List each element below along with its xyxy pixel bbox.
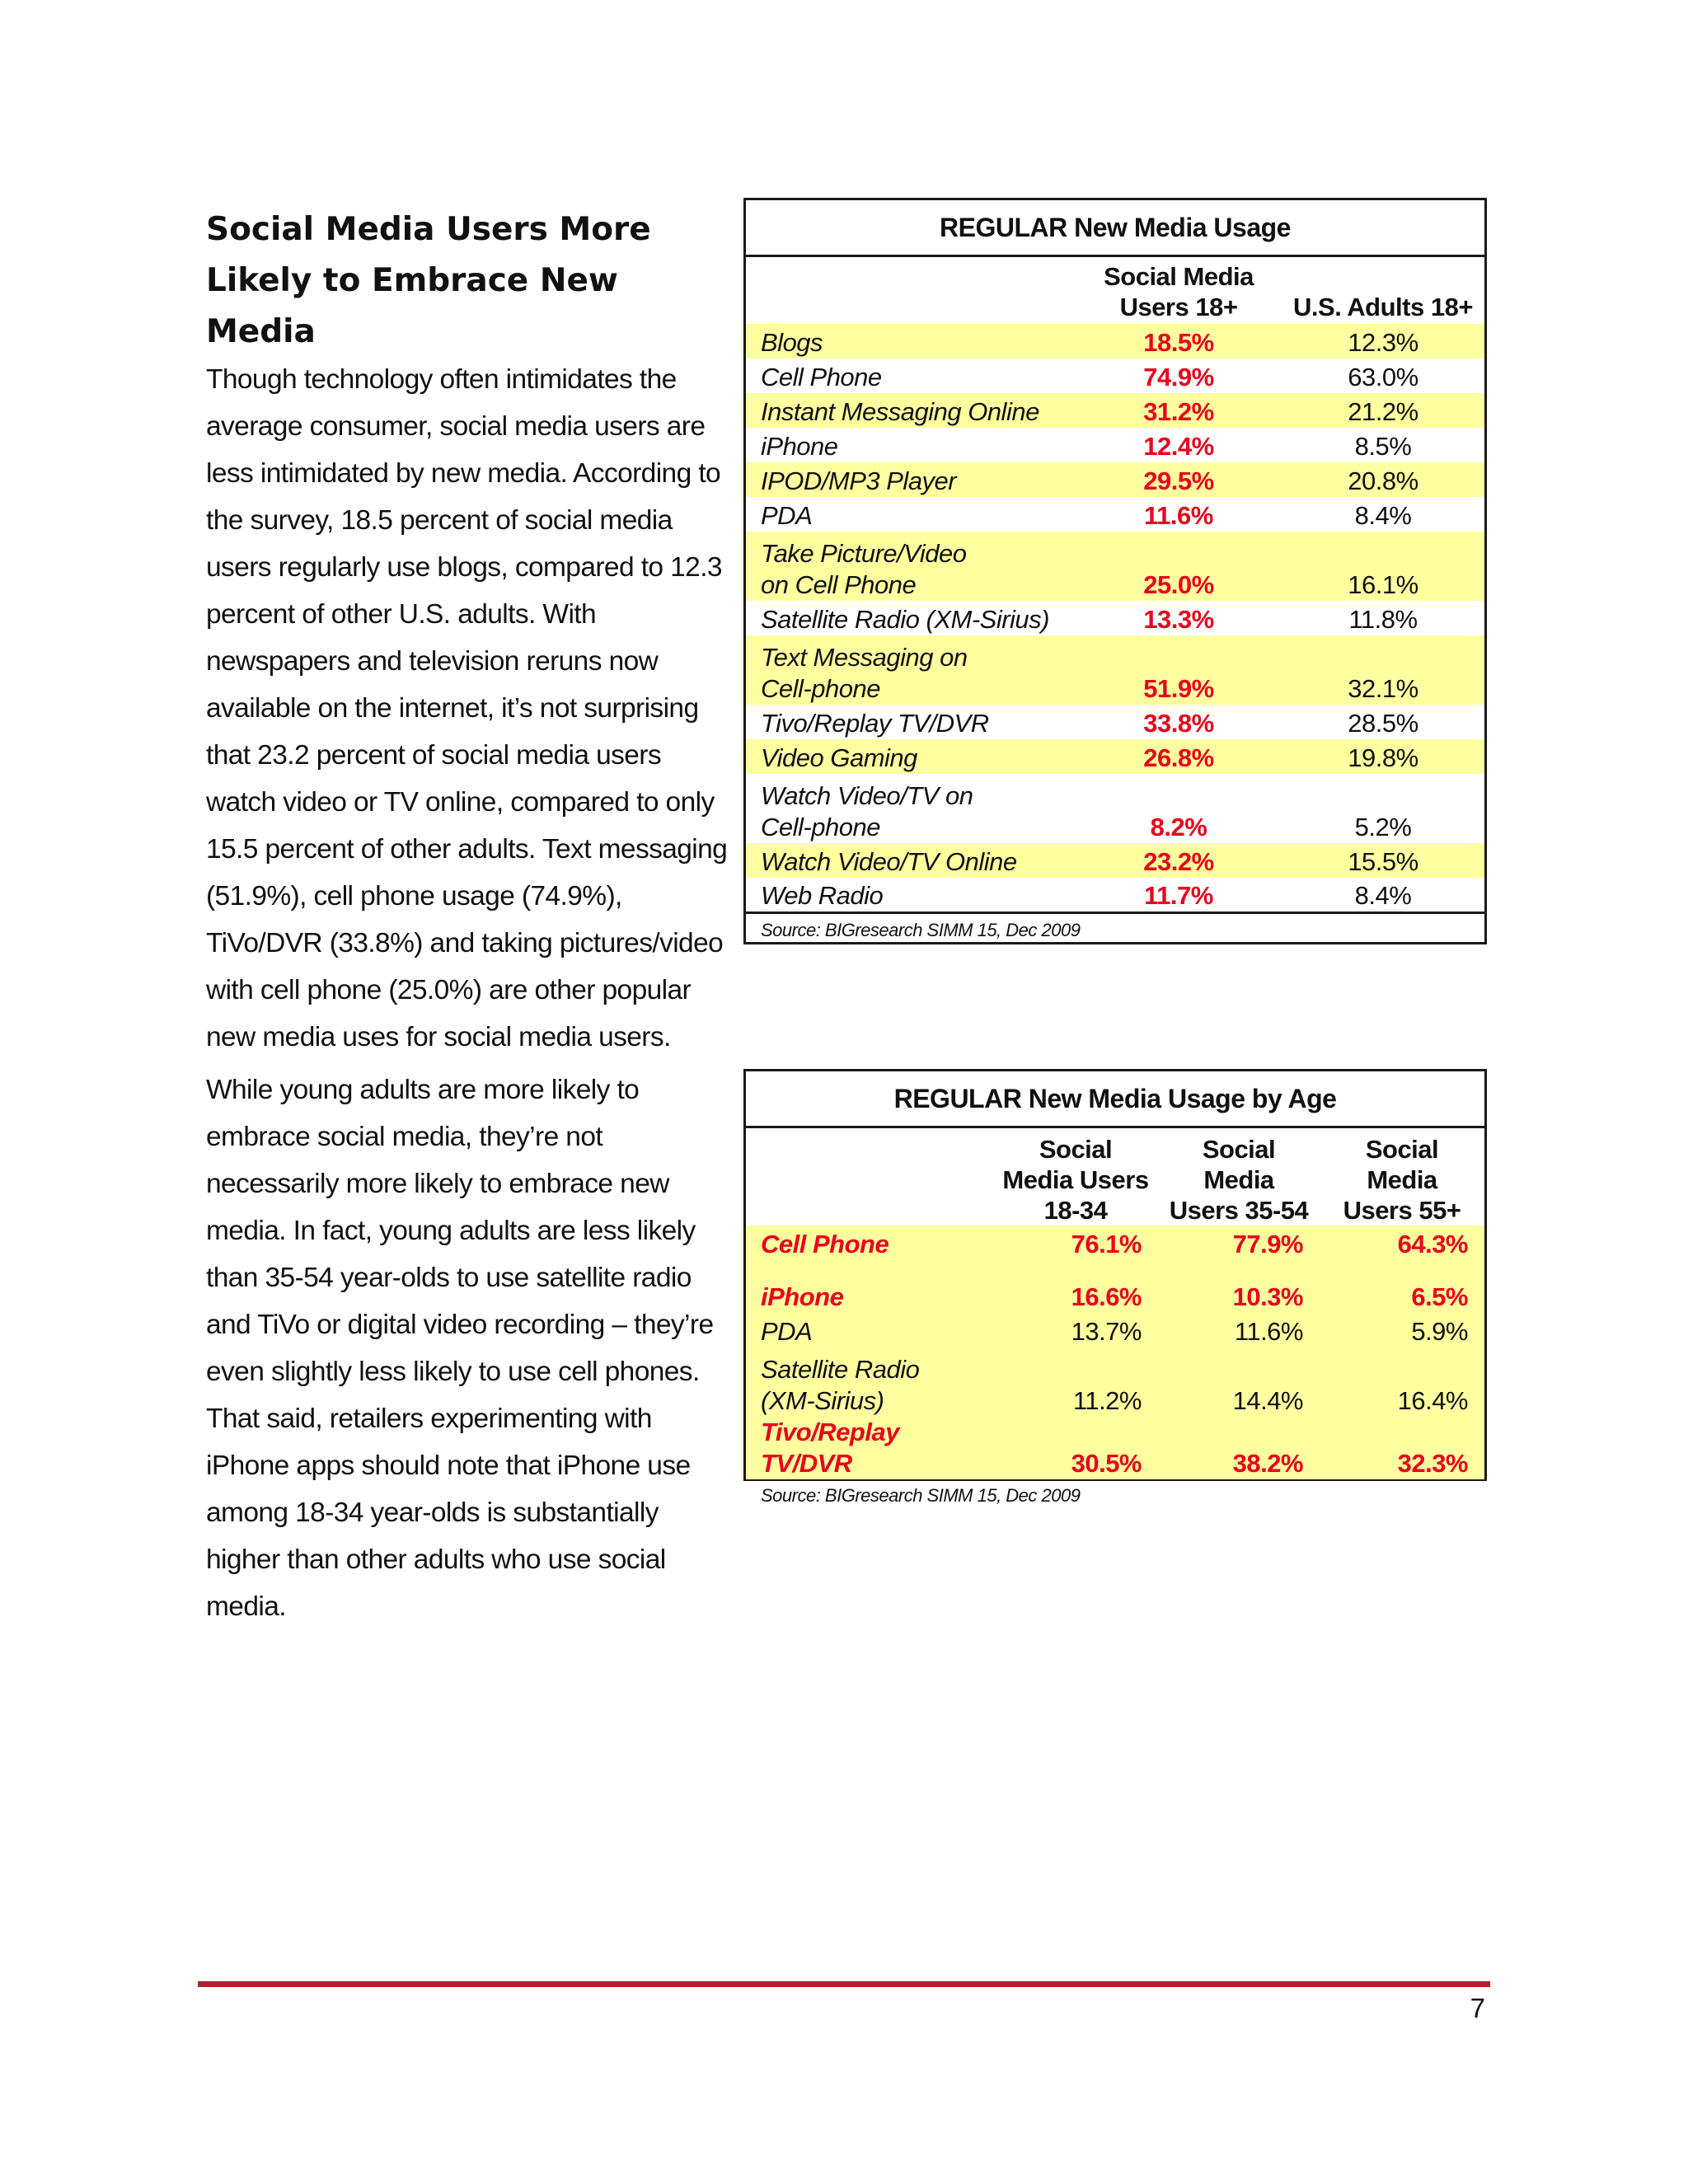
article-paragraph-1: Though technology often intimidates the average consumer, social media users are less intimidated by new media. According to the survey, 18.5 percent of social media users regularly use blogs, compared to 12.3 percent of other U.S. adults. With newspapers and television reruns now available on the internet, it’s not surprising that 23.2 percent of social media users watch video or TV online, compared to only 15.5 percent of other adults. Text messaging (51.9%), cell phone usage (74.9%), TiVo/DVR (33.8%) and taking pictures/video with cell phone (25.0%) are other popular new media uses for social media users.	[206, 364, 728, 1052]
row-label: Cell Phone	[761, 363, 882, 391]
value-18-34: 16.6%	[1071, 1282, 1142, 1311]
row-label: Instant Messaging Online	[761, 397, 1039, 426]
social-value: 29.5%	[1143, 466, 1214, 495]
table-row	[746, 1347, 1484, 1417]
table-row	[746, 774, 1484, 843]
value-55-plus: 32.3%	[1397, 1449, 1468, 1478]
row-label: Tivo/Replay TV/DVR	[761, 709, 989, 738]
table-row	[746, 359, 1484, 393]
column-header-users-18-34: Social Media Users 18-34	[1002, 1135, 1149, 1225]
value-18-34: 30.5%	[1071, 1449, 1142, 1478]
row-label: Blogs	[761, 328, 823, 357]
table-row	[746, 462, 1484, 497]
us-value: 8.4%	[1354, 880, 1412, 910]
us-value: 16.1%	[1348, 570, 1418, 599]
row-label: iPhone	[761, 1282, 844, 1311]
column-header-users-35-54: Social Media Users 35-54	[1169, 1135, 1309, 1225]
column-header-us-adults: U.S. Adults 18+	[1293, 293, 1473, 321]
value-18-34: 11.2%	[1072, 1386, 1142, 1415]
social-value: 23.2%	[1143, 847, 1214, 876]
row-label: Cell Phone	[761, 1230, 889, 1258]
us-value: 19.8%	[1348, 743, 1418, 772]
value-18-34: 76.1%	[1071, 1230, 1142, 1258]
page-number: 7	[1470, 1993, 1485, 2023]
table-row	[746, 739, 1484, 774]
value-55-plus: 64.3%	[1397, 1230, 1468, 1258]
us-value: 8.5%	[1354, 432, 1412, 461]
table-row	[746, 843, 1484, 878]
social-value: 11.7%	[1144, 880, 1213, 910]
table-source: Source: BIGresearch SIMM 15, Dec 2009	[746, 912, 1484, 947]
social-value: 18.5%	[1143, 328, 1214, 357]
column-header-social-media-users: Social Media Users 18+	[1104, 262, 1254, 321]
footer-rule	[198, 1981, 1490, 1987]
social-value: 26.8%	[1143, 743, 1214, 772]
us-value: 15.5%	[1348, 847, 1418, 876]
column-header-users-55-plus: Social Media Users 55+	[1343, 1135, 1461, 1225]
row-label: IPOD/MP3 Player	[761, 466, 957, 495]
new-media-usage-by-age-table	[743, 1069, 1487, 1506]
row-label: Tivo/Replay TV/DVR	[761, 1418, 899, 1478]
table-row	[746, 601, 1484, 635]
table-row	[746, 1260, 1484, 1313]
row-label: PDA	[761, 501, 813, 530]
table-source: Source: BIGresearch SIMM 15, Dec 2009	[761, 1485, 1081, 1506]
value-55-plus: 6.5%	[1411, 1282, 1468, 1311]
row-label: Watch Video/TV Online	[761, 847, 1017, 876]
value-35-54: 10.3%	[1232, 1282, 1303, 1311]
table-row	[746, 393, 1484, 428]
us-value: 20.8%	[1348, 466, 1418, 495]
value-35-54: 77.9%	[1232, 1230, 1303, 1258]
table-row	[746, 705, 1484, 739]
social-value: 31.2%	[1143, 397, 1214, 426]
us-value: 11.8%	[1348, 605, 1418, 634]
us-value: 21.2%	[1348, 397, 1418, 426]
article-paragraph-2: While young adults are more likely to embrace social media, they’re not necessarily more likely to embrace new media. In fact, young adults are less likely than 35-54 year-olds to use satellite radio and TiVo or digital video recording – they’re even slightly less likely to use cell phones. That said, retailers experimenting with iPhone apps should note that iPhone use among 18-34 year-olds is substantially higher than other adults who use social media.	[206, 1075, 714, 1622]
us-value: 5.2%	[1354, 813, 1412, 841]
table-row	[746, 324, 1484, 359]
us-value: 63.0%	[1348, 363, 1418, 391]
social-value: 13.3%	[1143, 605, 1214, 634]
new-media-usage-table	[743, 198, 1487, 944]
value-35-54: 11.6%	[1234, 1317, 1303, 1346]
table-row	[746, 1313, 1484, 1347]
table-title: REGULAR New Media Usage	[746, 200, 1484, 257]
value-55-plus: 16.4%	[1397, 1386, 1468, 1415]
table-row	[746, 497, 1484, 532]
us-value: 32.1%	[1348, 674, 1418, 703]
row-label: Watch Video/TV on Cell-phone	[761, 781, 973, 841]
us-value: 28.5%	[1348, 709, 1418, 738]
row-label: Take Picture/Video on Cell Phone	[761, 539, 967, 599]
article-heading: Social Media Users More Likely to Embrace New Media	[206, 211, 651, 350]
social-value: 33.8%	[1143, 709, 1214, 738]
table-row	[746, 1226, 1484, 1260]
social-value: 8.2%	[1150, 813, 1207, 841]
table-row	[746, 532, 1484, 601]
table-row	[746, 1417, 1484, 1479]
row-label: iPhone	[761, 432, 838, 461]
row-label: Video Gaming	[761, 743, 917, 772]
row-label: Satellite Radio (XM-Sirius)	[761, 1355, 920, 1415]
value-18-34: 13.7%	[1071, 1317, 1142, 1346]
us-value: 12.3%	[1348, 328, 1418, 357]
table-row	[746, 878, 1484, 912]
row-label: Text Messaging on Cell-phone	[761, 643, 968, 703]
social-value: 12.4%	[1143, 432, 1214, 461]
social-value: 25.0%	[1143, 570, 1214, 599]
us-value: 8.4%	[1354, 501, 1412, 530]
row-label: PDA	[761, 1317, 813, 1346]
value-35-54: 38.2%	[1232, 1449, 1303, 1478]
table-row	[746, 428, 1484, 462]
social-value: 11.6%	[1144, 501, 1213, 530]
value-55-plus: 5.9%	[1411, 1317, 1468, 1346]
row-label: Satellite Radio (XM-Sirius)	[761, 605, 1049, 634]
row-label: Web Radio	[761, 880, 884, 910]
social-value: 74.9%	[1143, 363, 1214, 391]
table-row	[746, 635, 1484, 705]
value-35-54: 14.4%	[1232, 1386, 1303, 1415]
social-value: 51.9%	[1143, 674, 1214, 703]
table-title: REGULAR New Media Usage by Age	[746, 1071, 1484, 1128]
